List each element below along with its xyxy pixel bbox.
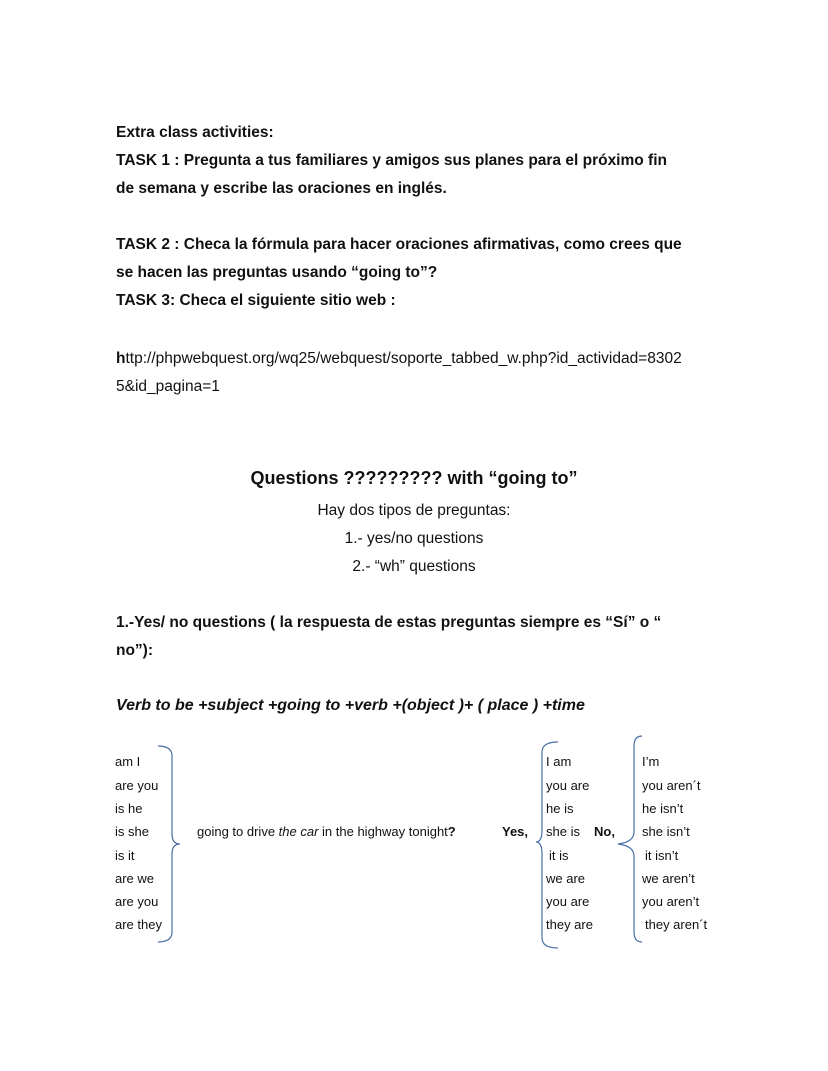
yes-label: Yes, (502, 824, 529, 839)
no-answer: you aren´t (642, 778, 701, 793)
url-line1[interactable] (116, 345, 682, 373)
no-label: No, (594, 824, 615, 839)
formula: Verb to be +subject +going to +verb +(object )+ ( place ) +time (116, 697, 585, 714)
question-type-2: 2.- “wh” questions (352, 558, 476, 575)
question-type-1: 1.- yes/no questions (344, 530, 484, 547)
subject-item: is he (115, 801, 143, 816)
subject-item: are we (115, 871, 155, 886)
url-first-letter: h (116, 350, 126, 367)
no-answer: we aren’t (642, 871, 695, 886)
no-answer: she isn’t (642, 824, 690, 839)
subject-item: am I (115, 754, 141, 769)
subject-item: is she (115, 824, 149, 839)
yes-answer: we are (546, 871, 586, 886)
yes-answer: they are (546, 917, 593, 932)
yes-answer: it is (549, 848, 569, 863)
no-answer: you aren’t (642, 894, 700, 909)
questions-intro: Hay dos tipos de preguntas: (317, 502, 511, 519)
sentence-part: going to drive (197, 824, 279, 839)
questions-title: Questions ????????? with “going to” (250, 468, 578, 488)
yesno-line1: 1.-Yes/ no questions ( la respuesta de estas preguntas siempre es “Sí” o “ (116, 614, 662, 631)
subject-item: are you (115, 894, 159, 909)
task1-line2: de semana y escribe las oraciones en inglés. (116, 180, 447, 197)
yesno-line2: no”): (116, 642, 154, 659)
no-answer: he isn’t (642, 801, 684, 816)
question-sentence (197, 824, 456, 839)
yes-answer: she is (546, 824, 580, 839)
task1-line1: TASK 1 : Pregunta a tus familiares y amigos sus planes para el próximo fin (116, 152, 667, 169)
url-line2[interactable]: 5&id_pagina=1 (116, 378, 220, 395)
task3-line: TASK 3: Checa el siguiente sitio web : (116, 292, 396, 309)
no-answer: I’m (642, 754, 660, 769)
subjects-brace (158, 744, 182, 944)
task2-line1: TASK 2 : Checa la fórmula para hacer oraciones afirmativas, como crees que (116, 236, 682, 253)
sentence-object: the car (278, 824, 319, 839)
sentence-part: in the highway tonight (318, 824, 448, 839)
subject-item: is it (115, 848, 135, 863)
extra-heading: Extra class activities: (116, 124, 274, 141)
yes-answer: you are (546, 894, 590, 909)
no-brace (620, 734, 644, 948)
yes-answer: you are (546, 778, 590, 793)
question-mark: ? (447, 824, 456, 839)
task2-line2: se hacen las preguntas usando “going to”? (116, 264, 438, 281)
no-answer: it isn’t (645, 848, 679, 863)
subject-item: are you (115, 778, 159, 793)
subject-item: are they (115, 917, 162, 932)
no-answer: they aren´t (645, 917, 708, 932)
url-text: ttp://phpwebquest.org/wq25/webquest/soporte_tabbed_w.php?id_actividad=8302 (125, 350, 682, 367)
yes-answer: I am (546, 754, 572, 769)
yes-answer: he is (546, 801, 574, 816)
